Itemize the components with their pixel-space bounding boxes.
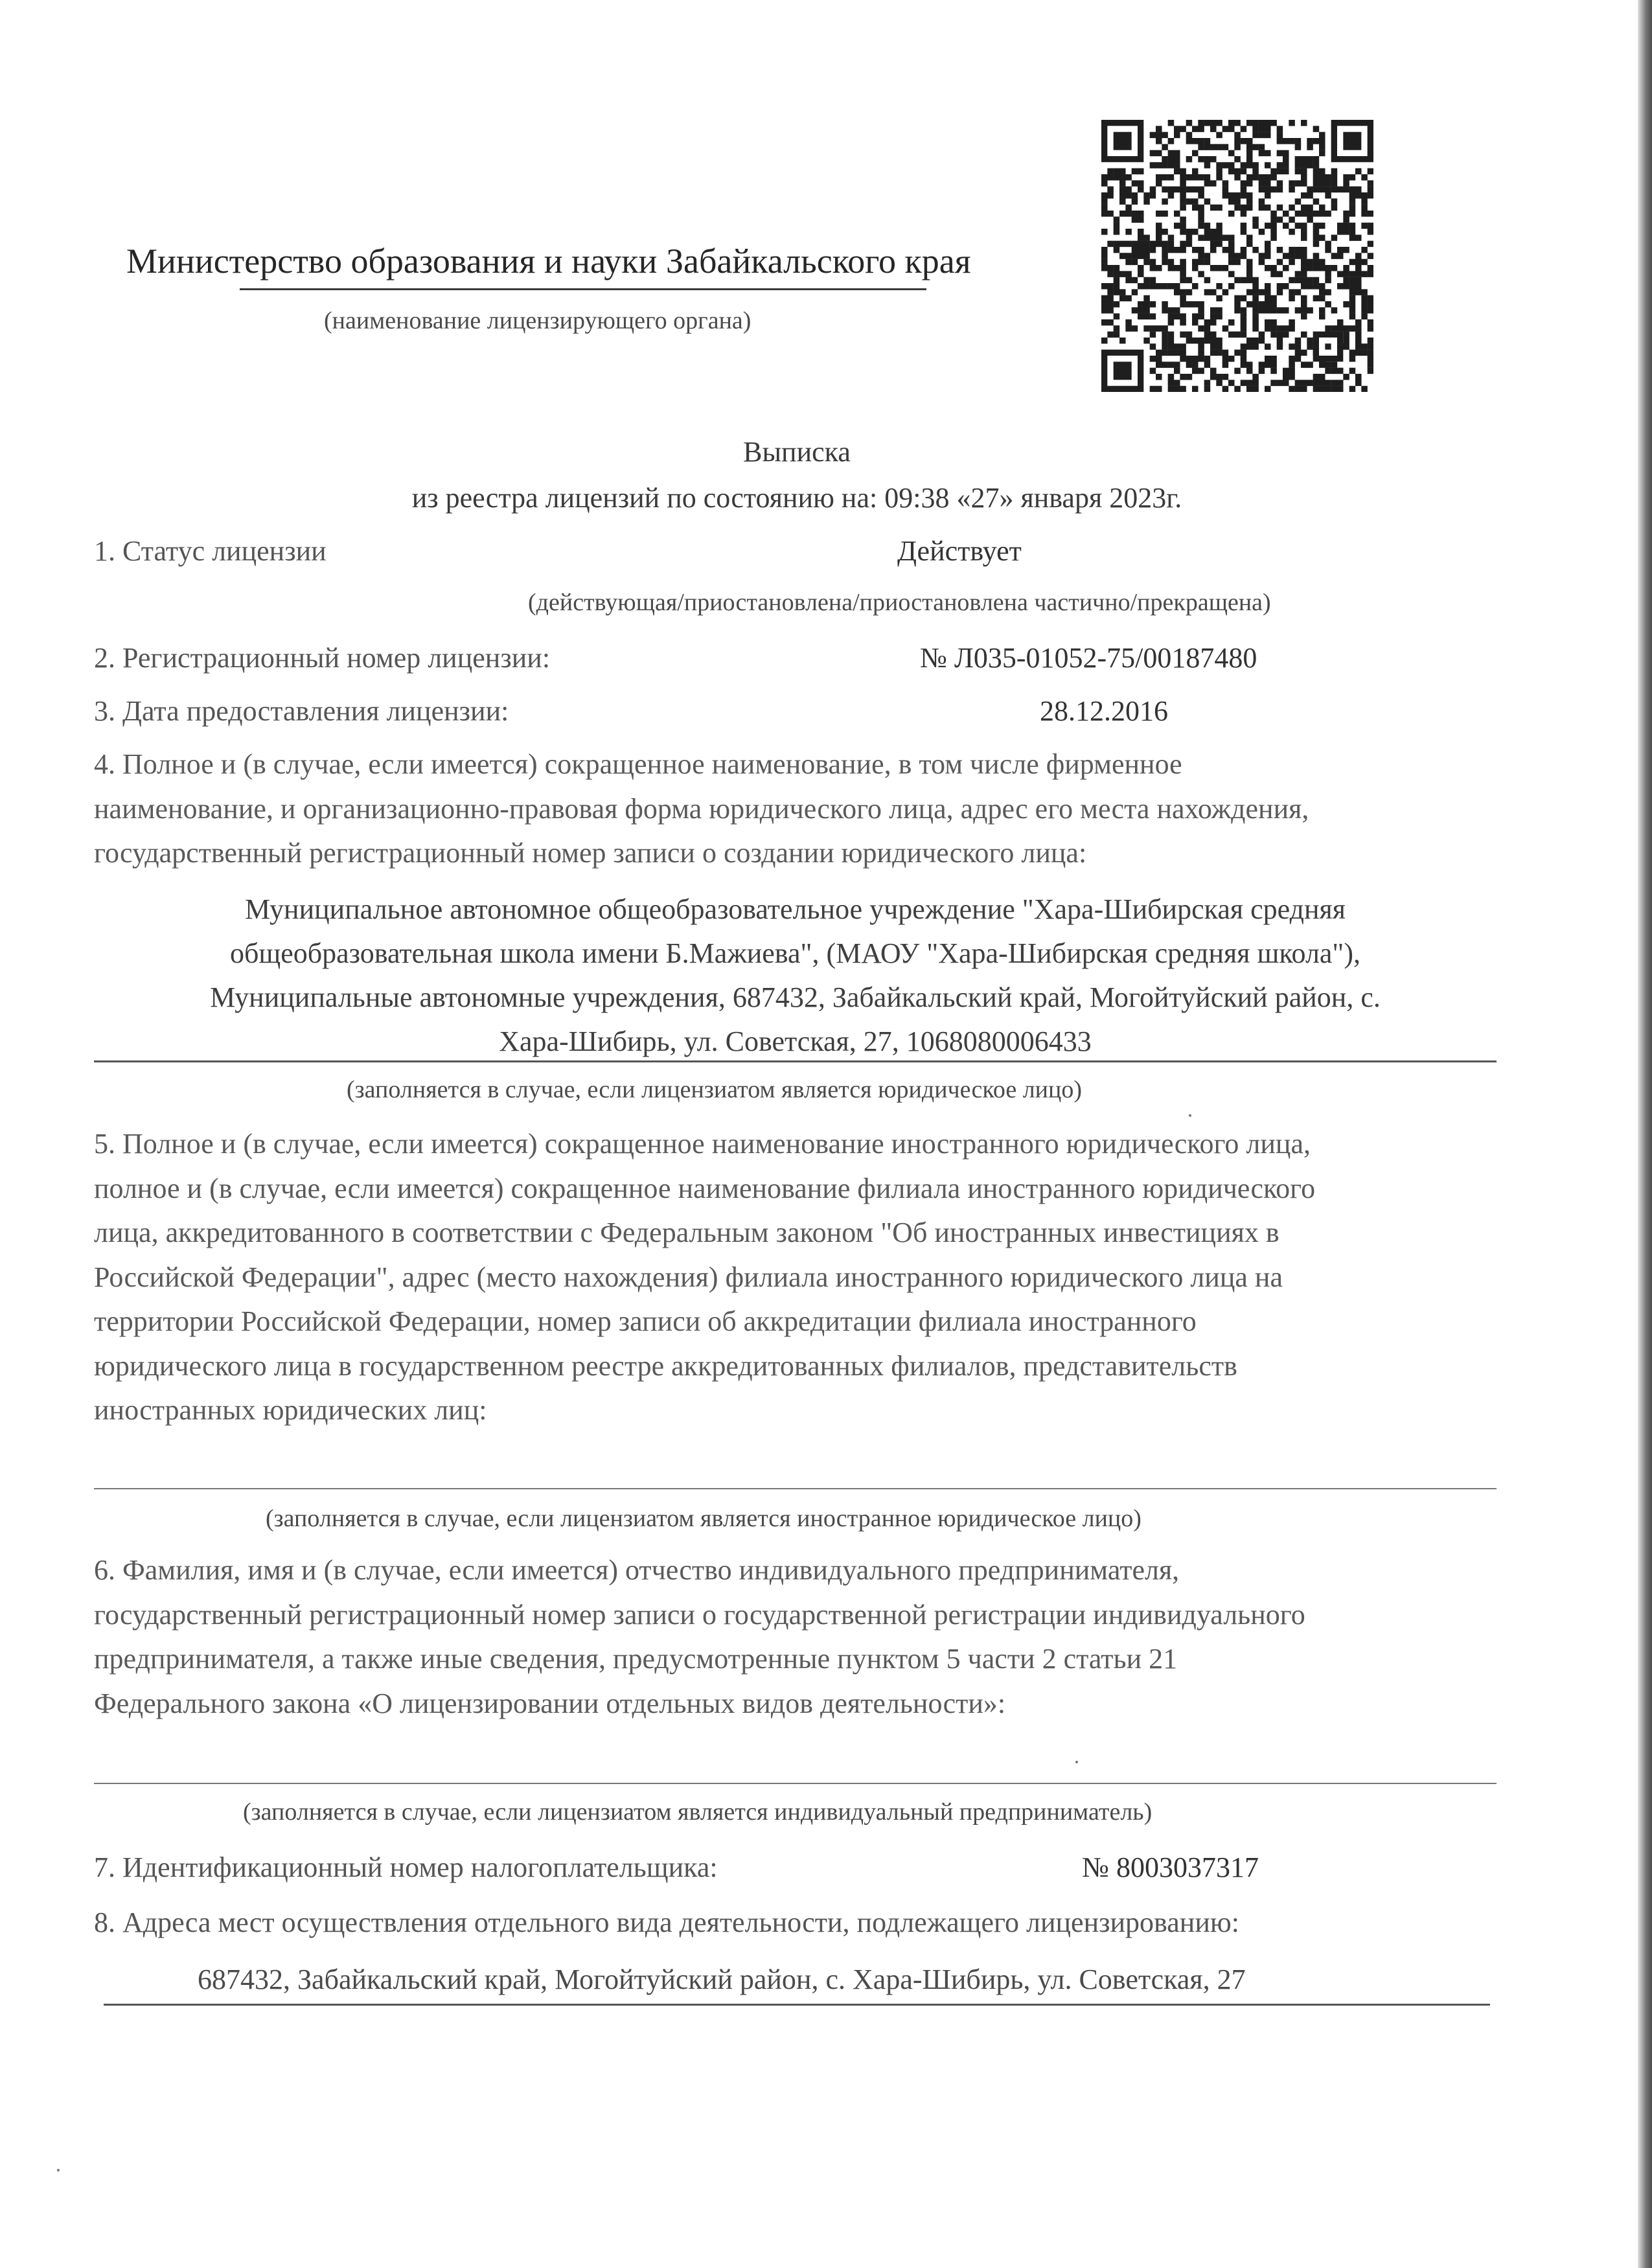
scan-speck	[1189, 1114, 1191, 1117]
document-title: Выписка	[743, 436, 851, 468]
value-line: Хара-Шибирь, ул. Советская, 27, 1068080006433	[499, 1025, 1092, 1057]
registration-number-label: 2. Регистрационный номер лицензии:	[94, 642, 551, 674]
licensing-authority-name: Министерство образования и науки Забайкальского края	[126, 242, 971, 281]
paragraph-line: юридического лица в государственном реестре аккредитованных филиалов, представительств	[94, 1349, 1237, 1382]
license-status-label: 1. Статус лицензии	[94, 535, 327, 567]
licensing-authority-caption: (наименование лицензирующего органа)	[324, 307, 751, 334]
legal-entity-caption: (заполняется в случае, если лицензиатом является юридическое лицо)	[347, 1076, 1082, 1103]
paragraph-line: Федерального закона «О лицензировании отдельных видов деятельности»:	[94, 1687, 1006, 1719]
paragraph-line: наименование, и организационно-правовая форма юридического лица, адрес его места нахождения,	[94, 792, 1309, 825]
qr-code-icon	[1101, 120, 1373, 392]
paragraph-line: иностранных юридических лиц:	[94, 1394, 487, 1426]
paragraph-line: полное и (в случае, если имеется) сокращенное наименование филиала иностранного юридического	[94, 1172, 1316, 1204]
paragraph-line: государственный регистрационный номер записи о государственной регистрации индивидуального	[94, 1598, 1305, 1631]
license-status-value: Действует	[897, 535, 1022, 567]
foreign-entity-caption: (заполняется в случае, если лицензиатом является иностранное юридическое лицо)	[266, 1505, 1141, 1532]
paragraph-line: предпринимателя, а также иные сведения, предусмотренные пунктом 5 части 2 статьи 21	[94, 1643, 1178, 1675]
scan-edge	[1638, 0, 1652, 2268]
legal-entity-description	[94, 742, 1497, 876]
authority-underline	[240, 288, 926, 290]
paragraph-line: государственный регистрационный номер записи о создании юридического лица:	[94, 837, 1087, 869]
registration-number-value: № Л035-01052-75/00187480	[920, 642, 1257, 674]
paragraph-line: 5. Полное и (в случае, если имеется) сокращенное наименование иностранного юридического лица,	[94, 1128, 1311, 1160]
entrepreneur-description	[94, 1548, 1497, 1726]
value-line: Муниципальные автономные учреждения, 687432, Забайкальский край, Могойтуйский район, с.	[210, 981, 1381, 1013]
inn-value: № 8003037317	[1082, 1851, 1259, 1883]
activity-addresses-label: 8. Адреса мест осуществления отдельного вида деятельности, подлежащего лицензированию:	[94, 1907, 1239, 1938]
paragraph-line: 4. Полное и (в случае, если имеется) сокращенное наименование, в том числе фирменное	[94, 748, 1182, 780]
paragraph-line: 6. Фамилия, имя и (в случае, если имеется) отчество индивидуального предпринимателя,	[94, 1554, 1180, 1586]
value-line: Муниципальное автономное общеобразовательное учреждение "Хара-Шибирская средняя	[245, 893, 1346, 925]
legal-entity-value	[94, 888, 1497, 1064]
activity-addresses-rule	[104, 2004, 1490, 2006]
activity-addresses-value: 687432, Забайкальский край, Могойтуйский район, с. Хара-Шибирь, ул. Советская, 27	[198, 1964, 1246, 1995]
foreign-entity-description	[94, 1122, 1497, 1433]
license-status-caption: (действующая/приостановлена/приостановлена частично/прекращена)	[528, 589, 1271, 616]
issue-date-label: 3. Дата предоставления лицензии:	[94, 695, 509, 727]
paragraph-line: территории Российской Федерации, номер записи об аккредитации филиала иностранного	[94, 1305, 1197, 1337]
foreign-entity-rule	[94, 1488, 1497, 1489]
scan-speck	[57, 2169, 60, 2171]
entrepreneur-rule	[94, 1783, 1497, 1784]
paragraph-line: лица, аккредитованного в соответствии с Федеральным законом "Об иностранных инвестициях в	[94, 1217, 1279, 1248]
entrepreneur-caption: (заполняется в случае, если лицензиатом является индивидуальный предприниматель)	[243, 1798, 1153, 1826]
inn-label: 7. Идентификационный номер налогоплательщика:	[94, 1851, 718, 1883]
issue-date-value: 28.12.2016	[1040, 695, 1168, 727]
document-subtitle: из реестра лицензий по состоянию на: 09:38 «27» января 2023г.	[411, 482, 1182, 514]
scan-speck	[1075, 1761, 1078, 1763]
paragraph-line: Российской Федерации", адрес (место нахождения) филиала иностранного юридического лица на	[94, 1261, 1283, 1293]
value-line: общеобразовательная школа имени Б.Мажиева", (МАОУ "Хара-Шибирская средняя школа"),	[229, 937, 1361, 969]
legal-entity-rule	[94, 1060, 1497, 1062]
